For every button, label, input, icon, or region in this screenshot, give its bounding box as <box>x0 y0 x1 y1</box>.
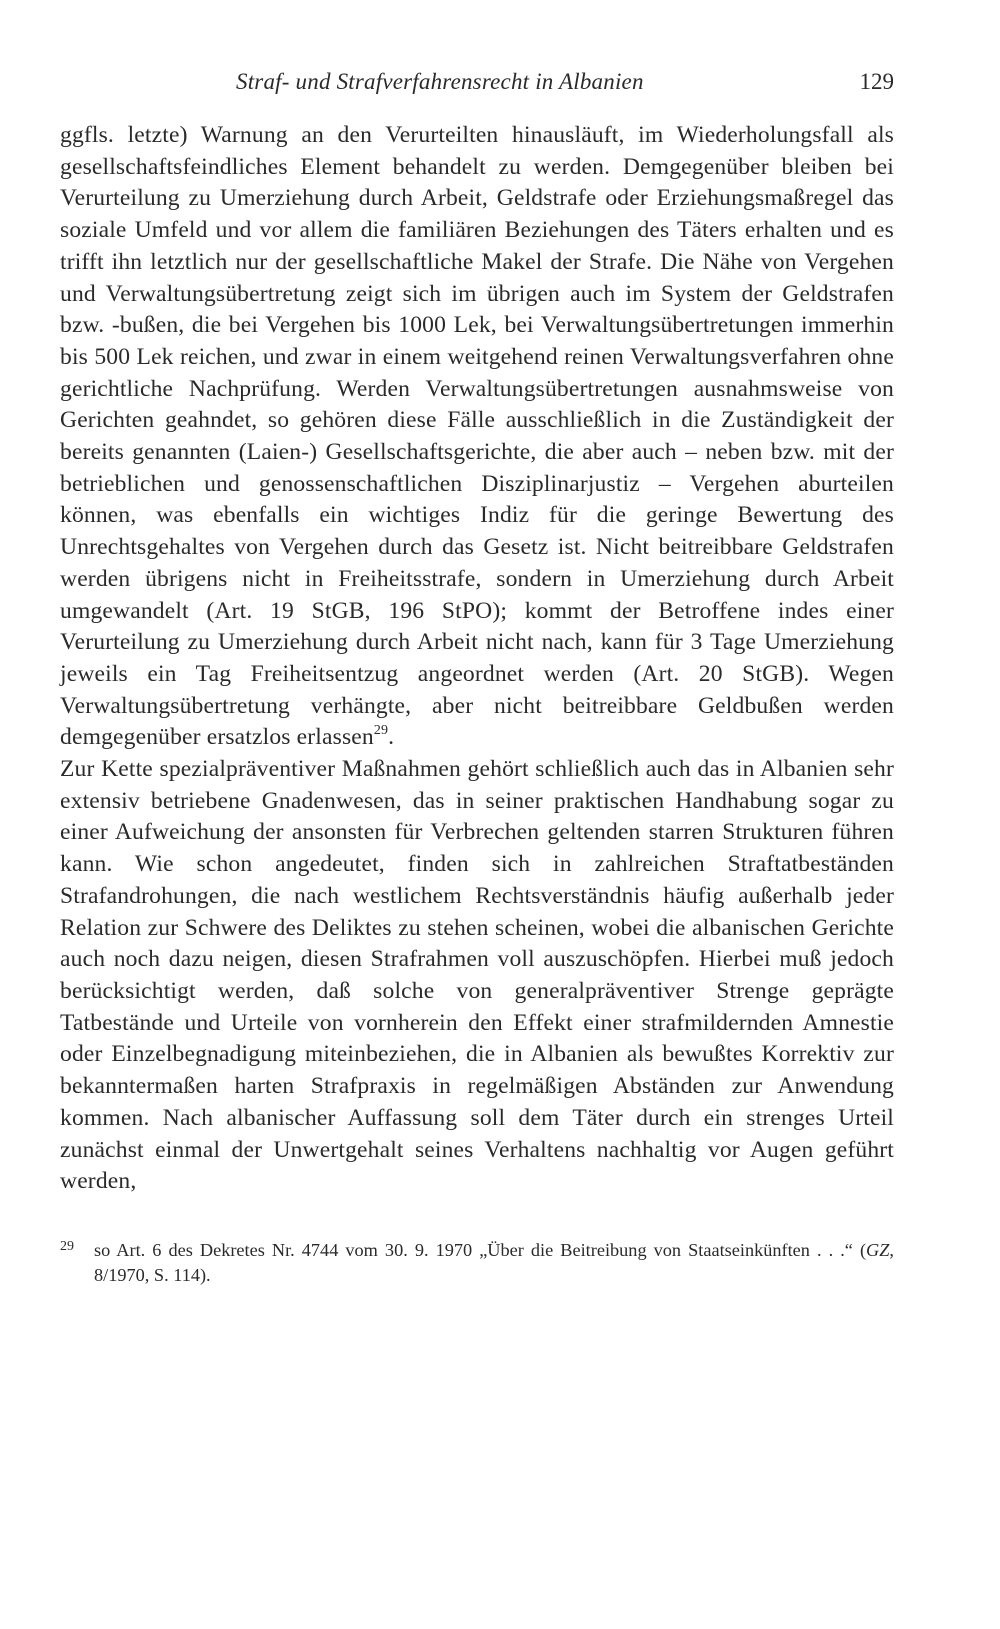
footnote-mark: 29 <box>60 1238 74 1254</box>
paragraph-2: Zur Kette spezialpräventiver Maßnahmen gehört schließlich auch das in Albanien sehr extensiv betriebene Gnadenwesen, das in seiner praktischen Handhabung sogar zu einer Aufweichung der ansonsten für Verbrechen geltenden starren Strukturen führen kann. Wie schon angedeutet, finden sich in zahlreichen Straftatbeständen Strafandrohungen, die nach westlichem Rechtsverständnis häufig außerhalb jeder Relation zur Schwere des Deliktes zu stehen scheinen, wobei die albanischen Gerichte auch noch dazu neigen, diesen Strafrahmen voll auszuschöpfen. Hierbei muß jedoch berücksichtigt werden, daß solche von generalpräventiver Strenge geprägte Tatbestände und Urteile von vornherein den Effekt einer strafmildernden Amnestie oder Einzelbegnadigung miteinbeziehen, die in Albanien als bewußtes Korrektiv zur bekanntermaßen harten Strafpraxis in regelmäßigen Abständen zur Anwendung kommen. Nach albanischer Auffassung soll dem Täter durch ein strenges Urteil zunächst einmal der Unwertgehalt seines Verhaltens nachhaltig vor Augen geführt werden, <box>60 756 894 1195</box>
running-head <box>60 62 894 102</box>
paragraph-1 <box>60 120 894 754</box>
paragraph-1-text: ggfls. letzte) Warnung an den Verurteilten hinausläuft, im Wiederholungsfall als gesellschaftsfeindliches Element behandelt zu werden. Demgegenüber bleiben bei Verurteilung zu Umerziehung durch Arbeit, Geldstrafe oder Erziehungsmaßregel das soziale Umfeld und vor allem die familiären Beziehungen des Täters erhalten und es trifft ihn letztlich nur der gesellschaftliche Makel der Strafe. Die Nähe von Vergehen und Verwaltungsübertretung zeigt sich im übrigen auch im System der Geldstrafen bzw. -bußen, die bei Vergehen bis 1000 Lek, bei Verwaltungsübertretungen immerhin bis 500 Lek reichen, und zwar in einem weitgehend reinen Verwaltungsverfahren ohne gerichtliche Nachprüfung. Werden Verwaltungsübertretungen ausnahmsweise von Gerichten geahndet, so gehören diese Fälle ausschließlich in die Zuständigkeit der bereits genannten (Laien-) Gesellschaftsgerichte, die aber auch – neben bzw. mit der betrieblichen und genossenschaftlichen Disziplinarjustiz – Vergehen aburteilen können, was ebenfalls ein wichtiges Indiz für die geringe Bewertung des Unrechtsgehaltes von Vergehen durch das Gesetz ist. Nicht beitreibbare Geldstrafen werden übrigens nicht in Freiheitsstrafe, sondern in Umerziehung durch Arbeit umgewandelt (Art. 19 StGB, 196 StPO); kommt der Betroffene indes einer Verurteilung zu Umerziehung durch Arbeit nicht nach, kann für 3 Tage Umerziehung jeweils ein Tag Freiheitsentzug angeordnet werden (Art. 20 StGB). Wegen Verwaltungsübertretung verhängte, aber nicht beitreibbare Geldbußen werden demgegenüber ersatzlos erlassen <box>60 122 894 751</box>
paragraph-1-end: . <box>388 724 395 751</box>
footnote-source-abbrev: GZ <box>866 1239 890 1260</box>
footnote-reference: 29 <box>373 722 389 738</box>
body-text <box>60 120 894 1198</box>
running-title: Straf- und Strafverfahrensrecht in Albanien <box>236 69 644 94</box>
footnote-text-end: , 8/1970, S. 114). <box>94 1239 894 1285</box>
book-page <box>60 62 894 1288</box>
page-number: 129 <box>859 69 894 94</box>
footnote <box>60 1238 894 1288</box>
footnote-text: so Art. 6 des Dekretes Nr. 4744 vom 30. 9. 1970 „Über die Beitreibung von Staatseinkünften . . .“ ( <box>94 1239 867 1260</box>
